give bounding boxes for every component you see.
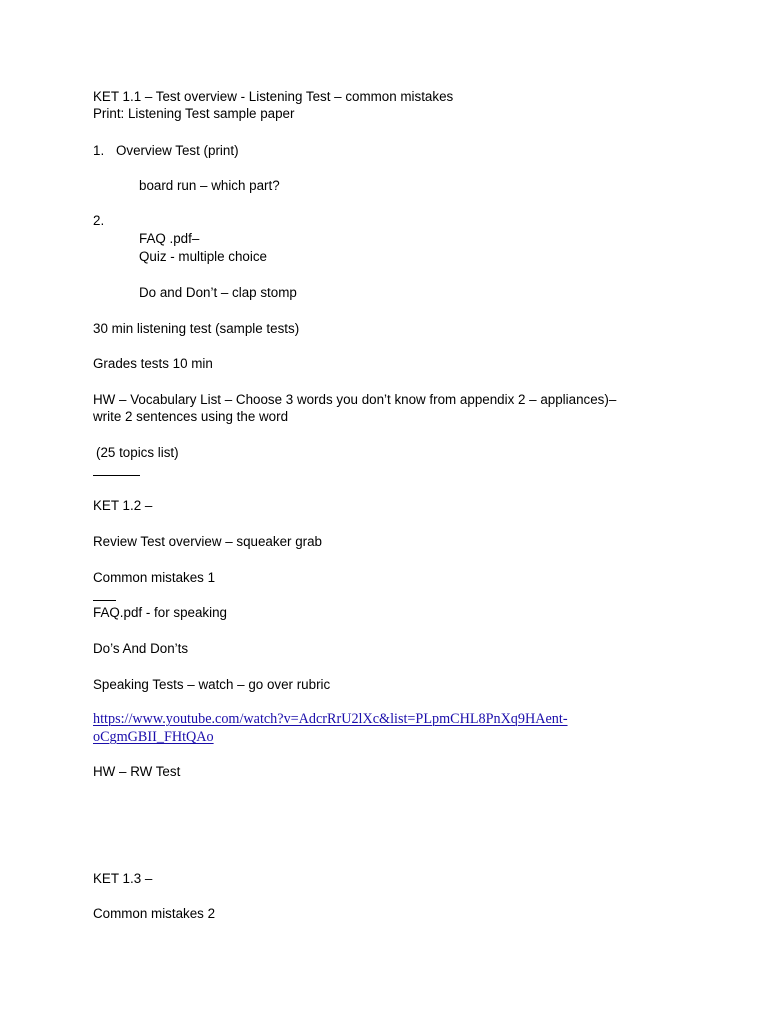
youtube-link-line-1[interactable]: https://www.youtube.com/watch?v=AdcrRrU2lXc&list=PLpmCHL8PnXq9HAent-: [93, 711, 568, 727]
sub-item-do-and-dont: Do and Don’t – clap stomp: [139, 285, 297, 300]
topics-list-line: (25 topics list): [96, 445, 179, 460]
common-mistakes-1-line: Common mistakes 1: [93, 570, 216, 585]
faq-speaking-line: FAQ.pdf - for speaking: [93, 605, 227, 620]
listening-test-line: 30 min listening test (sample tests): [93, 321, 300, 336]
list-number-1: 1.: [93, 143, 105, 158]
homework-rw-test-line: HW – RW Test: [93, 764, 181, 779]
youtube-link-line-2[interactable]: oCgmGBII_FHtQAo: [93, 729, 214, 745]
speaking-tests-line: Speaking Tests – watch – go over rubric: [93, 677, 331, 692]
review-test-line: Review Test overview – squeaker grab: [93, 534, 322, 549]
print-line: Print: Listening Test sample paper: [93, 106, 295, 121]
section-heading-ket-1-1: KET 1.1 – Test overview - Listening Test – common mistakes: [93, 89, 454, 104]
section-divider-1: [93, 475, 140, 476]
sub-item-board-run: board run – which part?: [139, 178, 280, 193]
dos-and-donts-line: Do’s And Don’ts: [93, 641, 189, 656]
section-heading-ket-1-3: KET 1.3 –: [93, 871, 153, 886]
section-divider-2: [93, 600, 116, 601]
grades-tests-line: Grades tests 10 min: [93, 356, 213, 371]
homework-sentences-line: write 2 sentences using the word: [93, 409, 289, 424]
section-heading-ket-1-2: KET 1.2 –: [93, 498, 153, 513]
homework-vocabulary-line: HW – Vocabulary List – Choose 3 words you don’t know from appendix 2 – appliances)–: [93, 392, 617, 407]
list-number-2: 2.: [93, 213, 105, 228]
list-item-overview-test: Overview Test (print): [116, 143, 239, 158]
sub-item-quiz: Quiz - multiple choice: [139, 249, 268, 264]
sub-item-faq-pdf: FAQ .pdf–: [139, 231, 200, 246]
common-mistakes-2-line: Common mistakes 2: [93, 906, 216, 921]
